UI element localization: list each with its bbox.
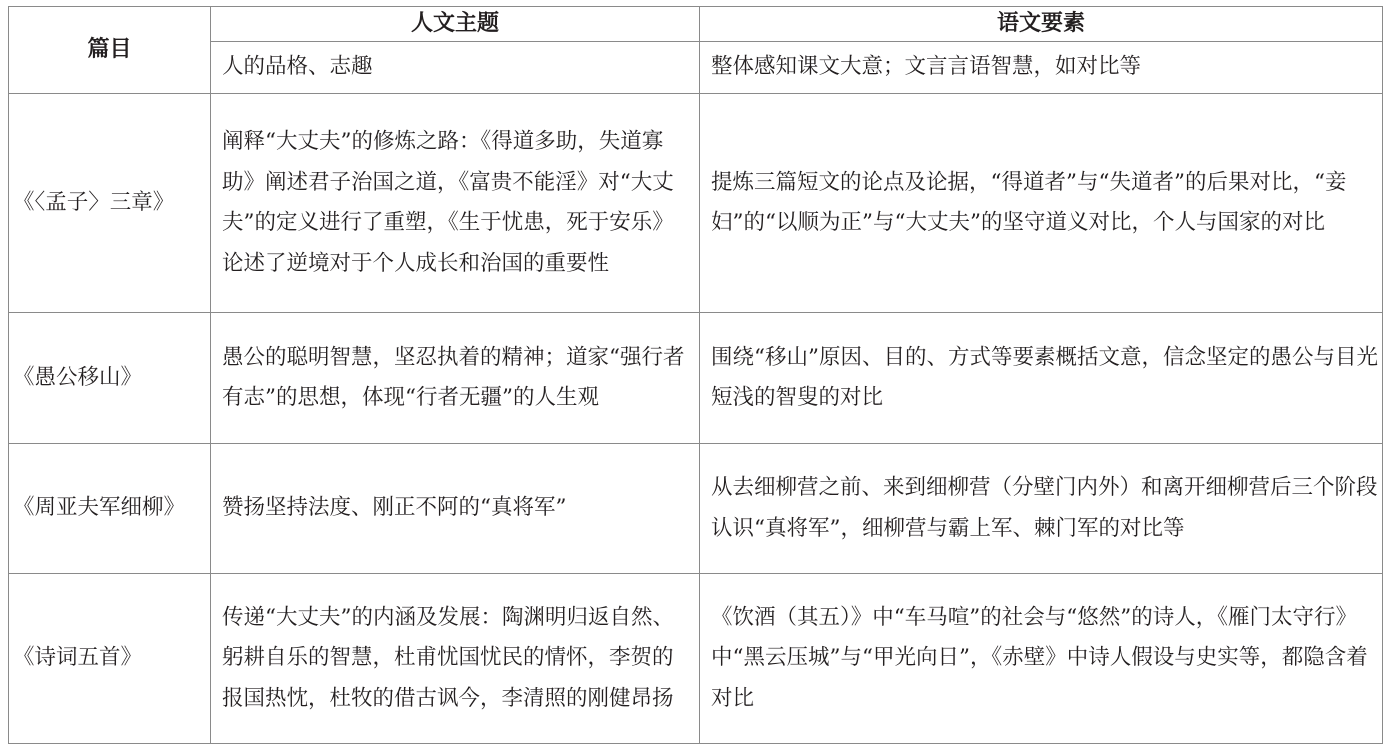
table-row <box>9 574 1383 744</box>
title-cell: 《诗词五首》 <box>9 574 211 744</box>
elements-cell: 从去细柳营之前、来到细柳营（分壁门内外）和离开细柳营后三个阶段认识“真将军”，细柳营与霸上军、棘门军的对比等 <box>700 444 1383 574</box>
curriculum-table <box>8 6 1383 744</box>
title-cell: 《愚公移山》 <box>9 313 211 444</box>
table-row <box>9 313 1383 444</box>
summary-row <box>9 42 1383 94</box>
theme-cell: 传递“大丈夫”的内涵及发展：陶渊明归返自然、躬耕自乐的智慧，杜甫忧国忧民的情怀，李贺的报国热忱，杜牧的借古讽今，李清照的刚健昂扬 <box>211 574 700 744</box>
title-cell: 《〈孟子〉三章》 <box>9 94 211 313</box>
title-cell: 《周亚夫军细柳》 <box>9 444 211 574</box>
table-row <box>9 444 1383 574</box>
elements-cell: 围绕“移山”原因、目的、方式等要素概括文意，信念坚定的愚公与目光短浅的智叟的对比 <box>700 313 1383 444</box>
theme-cell: 阐释“大丈夫”的修炼之路：《得道多助，失道寡助》阐述君子治国之道，《富贵不能淫》对“大丈夫”的定义进行了重塑，《生于忧患，死于安乐》论述了逆境对于个人成长和治国的重要性 <box>211 94 700 313</box>
column-header-elements: 语文要素 <box>700 7 1383 42</box>
theme-cell: 愚公的聪明智慧，坚忍执着的精神；道家“强行者有志”的思想，体现“行者无疆”的人生观 <box>211 313 700 444</box>
theme-summary-cell: 人的品格、志趣 <box>211 42 700 94</box>
theme-cell: 赞扬坚持法度、刚正不阿的“真将军” <box>211 444 700 574</box>
header-row <box>9 7 1383 42</box>
table-row <box>9 94 1383 313</box>
elements-cell: 《饮酒（其五）》中“车马喧”的社会与“悠然”的诗人，《雁门太守行》中“黑云压城”与“甲光向日”，《赤壁》中诗人假设与史实等，都隐含着对比 <box>700 574 1383 744</box>
elements-cell: 提炼三篇短文的论点及论据，“得道者”与“失道者”的后果对比，“妾妇”的“以顺为正”与“大丈夫”的坚守道义对比，个人与国家的对比 <box>700 94 1383 313</box>
elements-summary-cell: 整体感知课文大意；文言言语智慧，如对比等 <box>700 42 1383 94</box>
column-header-title: 篇目 <box>9 7 211 94</box>
column-header-theme: 人文主题 <box>211 7 700 42</box>
